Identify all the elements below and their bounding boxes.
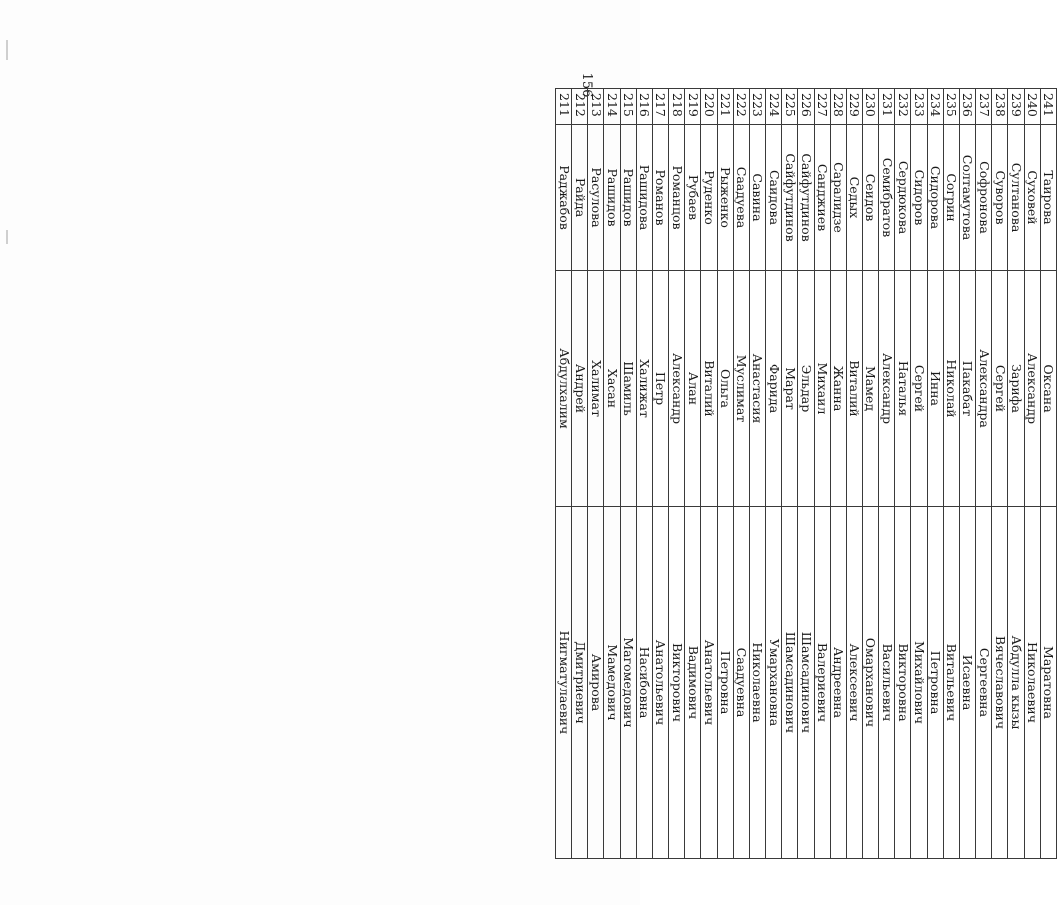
name-table-container bbox=[555, 88, 1057, 858]
surname-cell: Саидова bbox=[766, 125, 782, 271]
table-row bbox=[636, 89, 652, 859]
given-name-cell: Мамед bbox=[862, 271, 878, 507]
table-row bbox=[652, 89, 668, 859]
surname-cell: Савина bbox=[749, 125, 765, 271]
table-row bbox=[766, 89, 782, 859]
given-name-cell: Халимат bbox=[588, 271, 604, 507]
given-name-cell: Наталья bbox=[895, 271, 911, 507]
patronymic-cell: Андреевна bbox=[830, 507, 846, 859]
surname-cell: Рубаев bbox=[685, 125, 701, 271]
table-row bbox=[733, 89, 749, 859]
surname-cell: Таирова bbox=[1040, 125, 1056, 271]
given-name-cell: Сергей bbox=[992, 271, 1008, 507]
row-number-cell: 213 bbox=[588, 89, 604, 125]
given-name-cell: Алан bbox=[685, 271, 701, 507]
scan-edge-mark bbox=[6, 40, 8, 60]
surname-cell: Солтамутова bbox=[959, 125, 975, 271]
surname-cell: Сидоров bbox=[911, 125, 927, 271]
table-row bbox=[556, 89, 572, 859]
row-number-cell: 218 bbox=[669, 89, 685, 125]
surname-cell: Сайфутдинов bbox=[782, 125, 798, 271]
patronymic-cell: Насибовна bbox=[636, 507, 652, 859]
scan-edge-mark bbox=[6, 230, 8, 244]
surname-cell: Согрин bbox=[943, 125, 959, 271]
patronymic-cell: Исаевна bbox=[959, 507, 975, 859]
surname-cell: Суворов bbox=[992, 125, 1008, 271]
patronymic-cell: Саадуевна bbox=[733, 507, 749, 859]
surname-cell: Сеидов bbox=[862, 125, 878, 271]
given-name-cell: Шамиль bbox=[620, 271, 636, 507]
surname-cell: Саралидзе bbox=[830, 125, 846, 271]
surname-cell: Раджабов bbox=[556, 125, 572, 271]
name-table bbox=[555, 88, 1057, 859]
row-number-cell: 219 bbox=[685, 89, 701, 125]
row-number-cell: 223 bbox=[749, 89, 765, 125]
table-row bbox=[1024, 89, 1040, 859]
surname-cell: Султанова bbox=[1008, 125, 1024, 271]
surname-cell: Райда bbox=[572, 125, 588, 271]
table-row bbox=[1040, 89, 1056, 859]
table-row bbox=[976, 89, 992, 859]
given-name-cell: Петр bbox=[652, 271, 668, 507]
patronymic-cell: Николаевна bbox=[749, 507, 765, 859]
patronymic-cell: Умархановна bbox=[766, 507, 782, 859]
surname-cell: Рашидова bbox=[636, 125, 652, 271]
patronymic-cell: Викторович bbox=[669, 507, 685, 859]
row-number-cell: 241 bbox=[1040, 89, 1056, 125]
patronymic-cell: Магомедович bbox=[620, 507, 636, 859]
patronymic-cell: Анатольевич bbox=[652, 507, 668, 859]
given-name-cell: Инна bbox=[927, 271, 943, 507]
row-number-cell: 240 bbox=[1024, 89, 1040, 125]
patronymic-cell: Маратовна bbox=[1040, 507, 1056, 859]
row-number-cell: 238 bbox=[992, 89, 1008, 125]
given-name-cell: Александр bbox=[669, 271, 685, 507]
row-number-cell: 217 bbox=[652, 89, 668, 125]
given-name-cell: Николай bbox=[943, 271, 959, 507]
patronymic-cell: Николаевич bbox=[1024, 507, 1040, 859]
row-number-cell: 229 bbox=[846, 89, 862, 125]
table-row bbox=[1008, 89, 1024, 859]
table-row bbox=[588, 89, 604, 859]
row-number-cell: 226 bbox=[798, 89, 814, 125]
given-name-cell: Ольга bbox=[717, 271, 733, 507]
row-number-cell: 224 bbox=[766, 89, 782, 125]
surname-cell: Сидорова bbox=[927, 125, 943, 271]
patronymic-cell: Шамсадинович bbox=[798, 507, 814, 859]
table-row bbox=[572, 89, 588, 859]
row-number-cell: 212 bbox=[572, 89, 588, 125]
table-row bbox=[701, 89, 717, 859]
given-name-cell: Халижат bbox=[636, 271, 652, 507]
given-name-cell: Марат bbox=[782, 271, 798, 507]
surname-cell: Рашидов bbox=[604, 125, 620, 271]
page-number: 156 bbox=[579, 72, 594, 98]
row-number-cell: 235 bbox=[943, 89, 959, 125]
patronymic-cell: Шамсадинович bbox=[782, 507, 798, 859]
row-number-cell: 220 bbox=[701, 89, 717, 125]
table-row bbox=[879, 89, 895, 859]
row-number-cell: 233 bbox=[911, 89, 927, 125]
given-name-cell: Александр bbox=[1024, 271, 1040, 507]
patronymic-cell: Викторовна bbox=[895, 507, 911, 859]
given-name-cell: Александра bbox=[976, 271, 992, 507]
surname-cell: Рыженко bbox=[717, 125, 733, 271]
patronymic-cell: Дмитриевич bbox=[572, 507, 588, 859]
name-table-body bbox=[556, 89, 1057, 859]
table-row bbox=[782, 89, 798, 859]
given-name-cell: Фарида bbox=[766, 271, 782, 507]
row-number-cell: 216 bbox=[636, 89, 652, 125]
row-number-cell: 215 bbox=[620, 89, 636, 125]
given-name-cell: Виталий bbox=[846, 271, 862, 507]
patronymic-cell: Петровна bbox=[717, 507, 733, 859]
row-number-cell: 236 bbox=[959, 89, 975, 125]
patronymic-cell: Васильевич bbox=[879, 507, 895, 859]
surname-cell: Сайфутдинов bbox=[798, 125, 814, 271]
patronymic-cell: Анатольевич bbox=[701, 507, 717, 859]
patronymic-cell: Вадимович bbox=[685, 507, 701, 859]
row-number-cell: 214 bbox=[604, 89, 620, 125]
surname-cell: Седых bbox=[846, 125, 862, 271]
row-number-cell: 225 bbox=[782, 89, 798, 125]
patronymic-cell: Валериевич bbox=[814, 507, 830, 859]
surname-cell: Семибратов bbox=[879, 125, 895, 271]
given-name-cell: Александр bbox=[879, 271, 895, 507]
given-name-cell: Пакабат bbox=[959, 271, 975, 507]
row-number-cell: 232 bbox=[895, 89, 911, 125]
table-row bbox=[927, 89, 943, 859]
patronymic-cell: Михайлович bbox=[911, 507, 927, 859]
table-row bbox=[830, 89, 846, 859]
given-name-cell: Хасан bbox=[604, 271, 620, 507]
surname-cell: Санджиев bbox=[814, 125, 830, 271]
given-name-cell: Абдулхалим bbox=[556, 271, 572, 507]
patronymic-cell: Нигматулаевич bbox=[556, 507, 572, 859]
patronymic-cell: Сергеевна bbox=[976, 507, 992, 859]
given-name-cell: Виталий bbox=[701, 271, 717, 507]
patronymic-cell: Омарханович bbox=[862, 507, 878, 859]
given-name-cell: Зарифа bbox=[1008, 271, 1024, 507]
given-name-cell: Эльдар bbox=[798, 271, 814, 507]
table-row bbox=[862, 89, 878, 859]
row-number-cell: 231 bbox=[879, 89, 895, 125]
row-number-cell: 221 bbox=[717, 89, 733, 125]
surname-cell: Расулова bbox=[588, 125, 604, 271]
given-name-cell: Оксана bbox=[1040, 271, 1056, 507]
table-row bbox=[669, 89, 685, 859]
patronymic-cell: Мамедович bbox=[604, 507, 620, 859]
surname-cell: Руденко bbox=[701, 125, 717, 271]
surname-cell: Сердюкова bbox=[895, 125, 911, 271]
patronymic-cell: Петровна bbox=[927, 507, 943, 859]
patronymic-cell: Витальевич bbox=[943, 507, 959, 859]
patronymic-cell: Абдулла кызы bbox=[1008, 507, 1024, 859]
table-row bbox=[685, 89, 701, 859]
table-row bbox=[846, 89, 862, 859]
given-name-cell: Жанна bbox=[830, 271, 846, 507]
table-row bbox=[814, 89, 830, 859]
row-number-cell: 211 bbox=[556, 89, 572, 125]
row-number-cell: 227 bbox=[814, 89, 830, 125]
table-row bbox=[749, 89, 765, 859]
surname-cell: Романов bbox=[652, 125, 668, 271]
row-number-cell: 222 bbox=[733, 89, 749, 125]
patronymic-cell: Амирова bbox=[588, 507, 604, 859]
surname-cell: Рашидов bbox=[620, 125, 636, 271]
table-row bbox=[943, 89, 959, 859]
patronymic-cell: Алексеевич bbox=[846, 507, 862, 859]
table-row bbox=[620, 89, 636, 859]
name-table-rotated bbox=[85, 88, 1057, 858]
row-number-cell: 239 bbox=[1008, 89, 1024, 125]
table-row bbox=[717, 89, 733, 859]
table-row bbox=[911, 89, 927, 859]
row-number-cell: 228 bbox=[830, 89, 846, 125]
table-row bbox=[959, 89, 975, 859]
given-name-cell: Муслимат bbox=[733, 271, 749, 507]
row-number-cell: 237 bbox=[976, 89, 992, 125]
surname-cell: Софронова bbox=[976, 125, 992, 271]
given-name-cell: Анастасия bbox=[749, 271, 765, 507]
surname-cell: Суховей bbox=[1024, 125, 1040, 271]
row-number-cell: 230 bbox=[862, 89, 878, 125]
surname-cell: Романцов bbox=[669, 125, 685, 271]
table-row bbox=[895, 89, 911, 859]
surname-cell: Саадуева bbox=[733, 125, 749, 271]
table-row bbox=[798, 89, 814, 859]
given-name-cell: Андрей bbox=[572, 271, 588, 507]
given-name-cell: Сергей bbox=[911, 271, 927, 507]
patronymic-cell: Вячеславович bbox=[992, 507, 1008, 859]
table-row bbox=[992, 89, 1008, 859]
row-number-cell: 234 bbox=[927, 89, 943, 125]
table-row bbox=[604, 89, 620, 859]
given-name-cell: Михаил bbox=[814, 271, 830, 507]
